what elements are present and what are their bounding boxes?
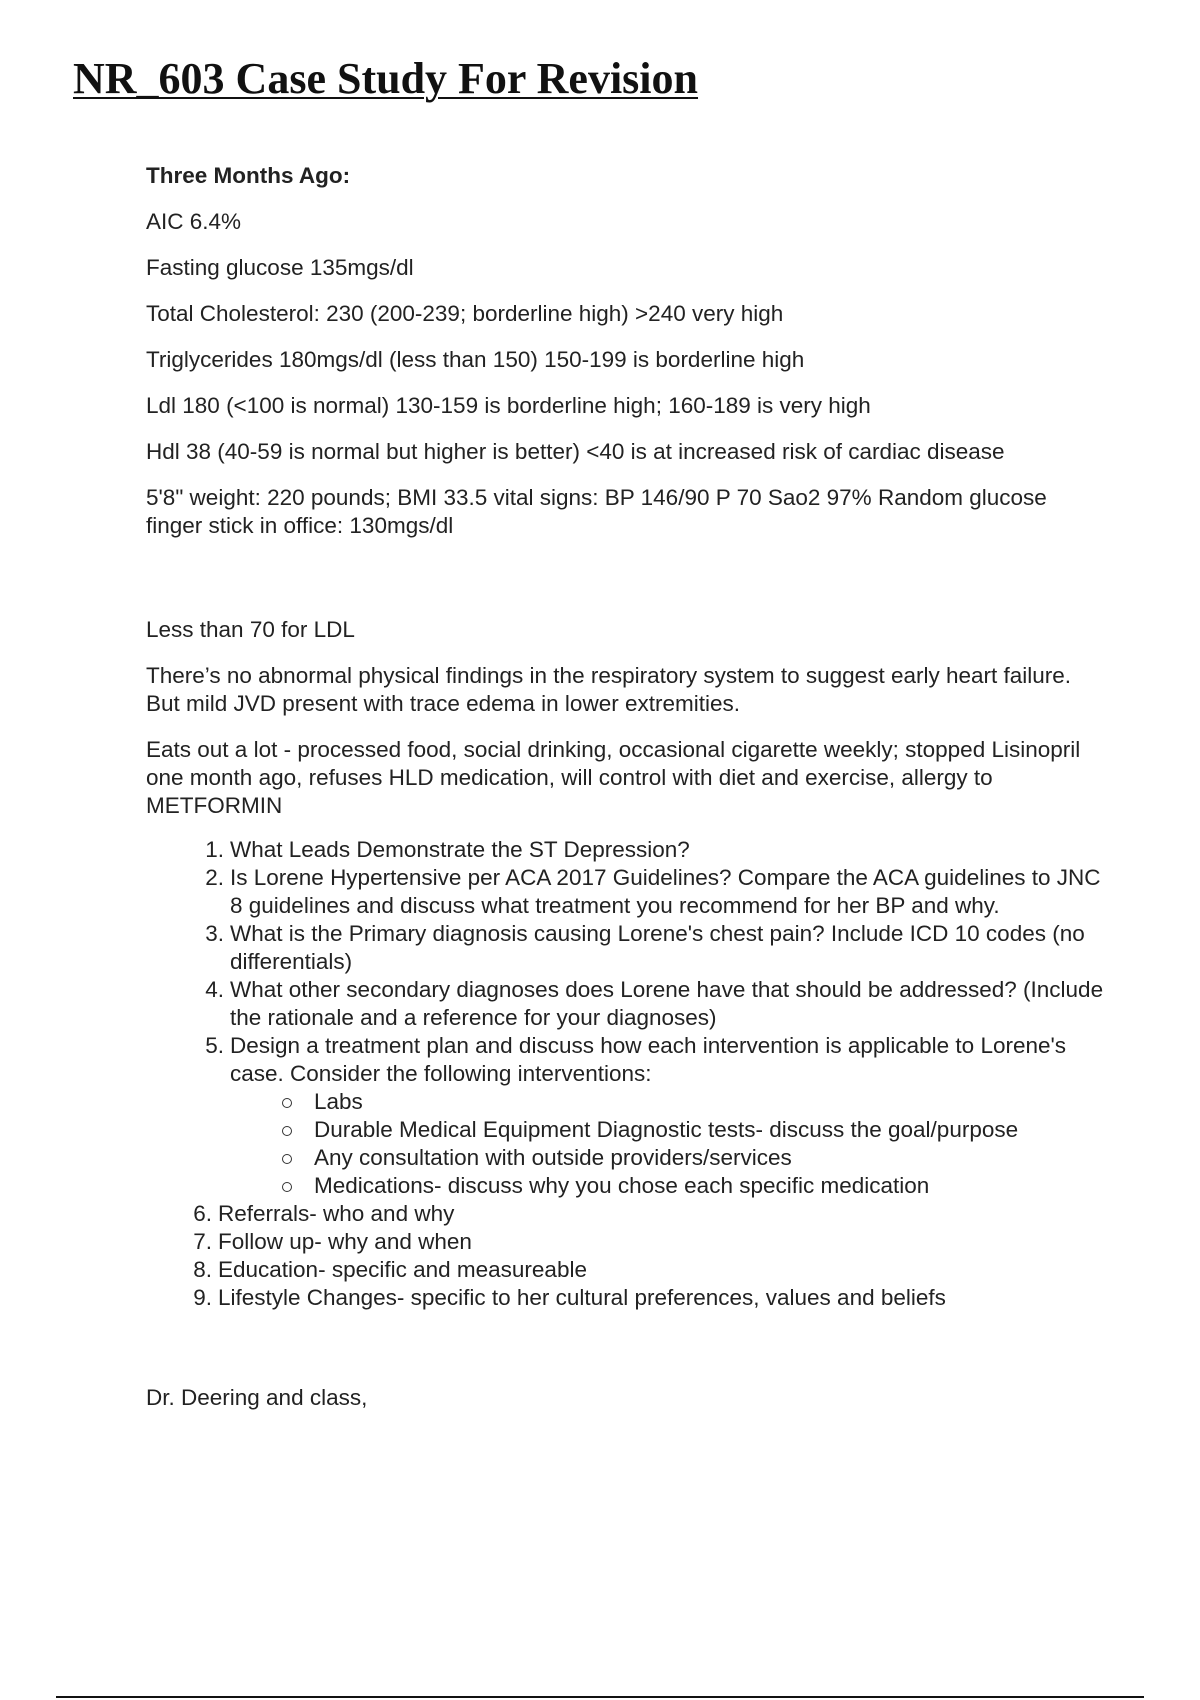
list-item: Labs [230,1088,1106,1116]
note-lifestyle: Eats out a lot - processed food, social drinking, occasional cigarette weekly; stopped Lisinopril one month ago, refuses HLD medication, will control with diet and exercise, allergy to METFORMIN [146,737,1081,818]
list-item: 5. Design a treatment plan and discuss how each intervention is applicable to Lorene's case. Consider the following interventions: Labs Durable Medical Equipment Diagnostic tests- discuss the goal/purpose Any consultation with outside providers/services Medications- discuss why you chose each specific medication [146,1032,1106,1200]
list-item: Any consultation with outside providers/services [230,1144,1106,1172]
circle-bullet-icon [282,1126,292,1136]
intervention-list [230,1088,1106,1200]
list-item: 9. Lifestyle Changes- specific to her cultural preferences, values and beliefs [193,1285,946,1310]
lab-a1c: AIC 6.4% [146,209,242,234]
lab-triglycerides: Triglycerides 180mgs/dl (less than 150) 150-199 is borderline high [146,347,805,372]
circle-bullet-icon [282,1154,292,1164]
note-ldl-goal: Less than 70 for LDL [146,617,355,642]
lab-hdl: Hdl 38 (40-59 is normal but higher is better) <40 is at increased risk of cardiac disease [146,439,1005,464]
vitals: 5'8" weight: 220 pounds; BMI 33.5 vital signs: BP 146/90 P 70 Sao2 97% Random glucose finger stick in office: 130mgs/dl [146,485,1047,538]
circle-bullet-icon [282,1098,292,1108]
page-title: NR_603 Case Study For Revision [73,54,699,103]
list-item: 4. What other secondary diagnoses does Lorene have that should be addressed? (Include the rationale and a reference for your diagnoses) [205,977,1104,1030]
section-heading: Three Months Ago: [146,163,351,188]
closing-salutation: Dr. Deering and class, [146,1385,368,1410]
list-item: 6. Referrals- who and why [193,1201,455,1226]
list-item: 8. Education- specific and measureable [193,1257,587,1282]
list-item: 1. What Leads Demonstrate the ST Depression? [205,837,690,862]
list-item: 7. Follow up- why and when [193,1229,472,1254]
circle-bullet-icon [282,1182,292,1192]
lab-total-cholesterol: Total Cholesterol: 230 (200-239; borderline high) >240 very high [146,301,784,326]
lab-fasting-glucose: Fasting glucose 135mgs/dl [146,255,414,280]
question-list [146,836,1106,1312]
list-item: Durable Medical Equipment Diagnostic tests- discuss the goal/purpose [230,1116,1106,1144]
list-item: 2. Is Lorene Hypertensive per ACA 2017 Guidelines? Compare the ACA guidelines to JNC 8 guidelines and discuss what treatment you recommend for her BP and why. [205,865,1101,918]
lab-ldl: Ldl 180 (<100 is normal) 130-159 is borderline high; 160-189 is very high [146,393,871,418]
bottom-divider [56,1696,1144,1698]
list-item: Medications- discuss why you chose each specific medication [230,1172,1106,1200]
note-physical-findings: There’s no abnormal physical findings in the respiratory system to suggest early heart failure. But mild JVD present with trace edema in lower extremities. [146,663,1072,716]
list-item: 3. What is the Primary diagnosis causing Lorene's chest pain? Include ICD 10 codes (no differentials) [205,921,1085,974]
document-body [146,162,1106,1430]
